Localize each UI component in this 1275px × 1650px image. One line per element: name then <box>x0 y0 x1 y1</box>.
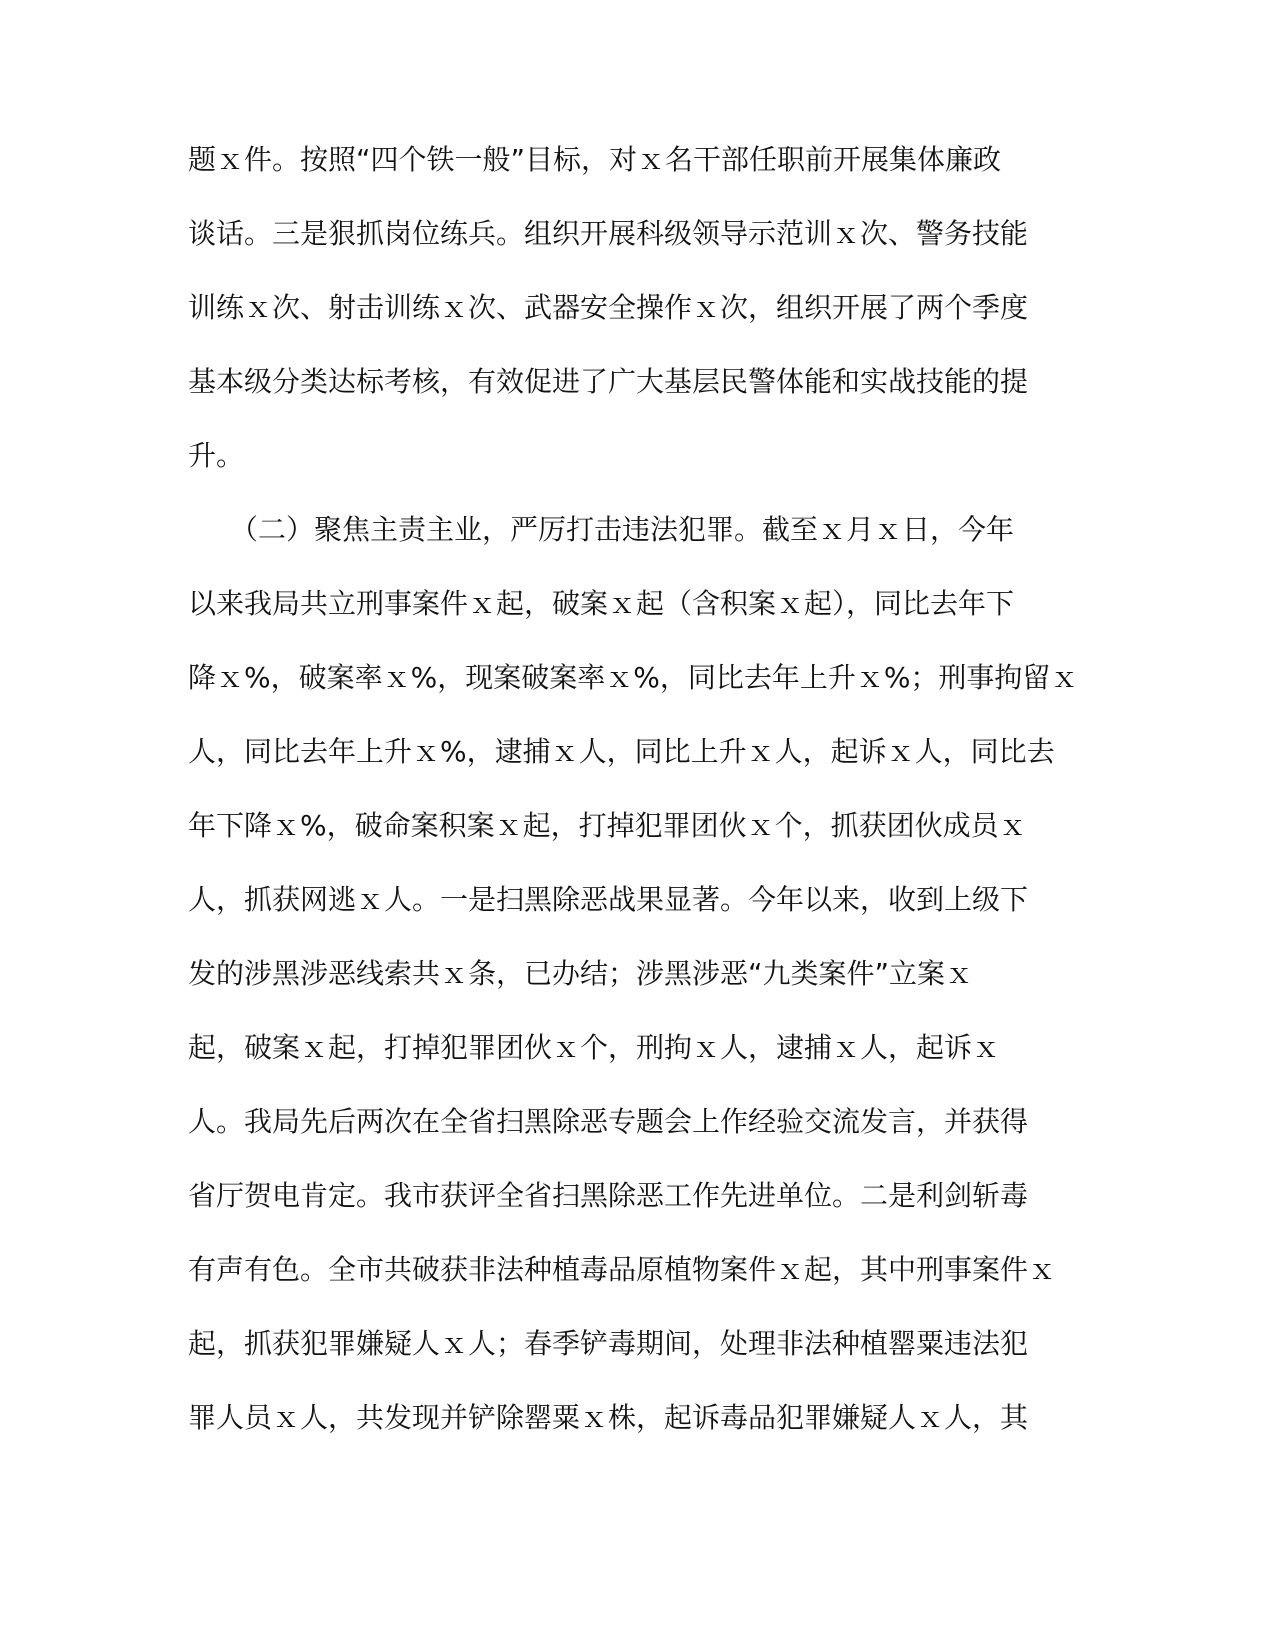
text-line: 题ｘ件。按照“四个铁一般”目标，对ｘ名干部任职前开展集体廉政 <box>188 143 1002 176</box>
text-line: 罪人员ｘ人，共发现并铲除罂粟ｘ株，起诉毒品犯罪嫌疑人ｘ人，其 <box>188 1401 1029 1434</box>
text-line: 省厅贺电肯定。我市获评全省扫黑除恶工作先进单位。二是利剑斩毒 <box>188 1179 1029 1212</box>
text-line: 升。 <box>188 439 245 472</box>
text-line: 训练ｘ次、射击训练ｘ次、武器安全操作ｘ次，组织开展了两个季度 <box>188 291 1029 324</box>
text-line: 降ｘ%，破案率ｘ%，现案破案率ｘ%，同比去年上升ｘ%；刑事拘留ｘ <box>188 661 1079 694</box>
text-line: 起，抓获犯罪嫌疑人ｘ人；春季铲毒期间，处理非法种植罂粟违法犯 <box>188 1327 1029 1360</box>
text-line: 基本级分类达标考核，有效促进了广大基层民警体能和实战技能的提 <box>188 365 1029 398</box>
text-line: 起，破案ｘ起，打掉犯罪团伙ｘ个，刑拘ｘ人，逮捕ｘ人，起诉ｘ <box>188 1031 1001 1064</box>
text-line: 谈话。三是狠抓岗位练兵。组织开展科级领导示范训ｘ次、警务技能 <box>188 217 1029 250</box>
text-line: 年下降ｘ%，破命案积案ｘ起，打掉犯罪团伙ｘ个，抓获团伙成员ｘ <box>188 809 1027 842</box>
section-heading-line: （二）聚焦主责主业，严厉打击违法犯罪。截至ｘ月ｘ日，今年 <box>188 513 1015 546</box>
text-line: 有声有色。全市共破获非法种植毒品原植物案件ｘ起，其中刑事案件ｘ <box>188 1253 1057 1286</box>
text-line: 人，抓获网逃ｘ人。一是扫黑除恶战果显著。今年以来，收到上级下 <box>188 883 1029 916</box>
text-line: 人。我局先后两次在全省扫黑除恶专题会上作经验交流发言，并获得 <box>188 1105 1029 1138</box>
text-line: 以来我局共立刑事案件ｘ起，破案ｘ起（含积案ｘ起），同比去年下 <box>188 587 1015 620</box>
text-line: 人，同比去年上升ｘ%，逮捕ｘ人，同比上升ｘ人，起诉ｘ人，同比去 <box>188 735 1055 768</box>
text-line: 发的涉黑涉恶线索共ｘ条，已办结；涉黑涉恶“九类案件”立案ｘ <box>188 957 974 990</box>
